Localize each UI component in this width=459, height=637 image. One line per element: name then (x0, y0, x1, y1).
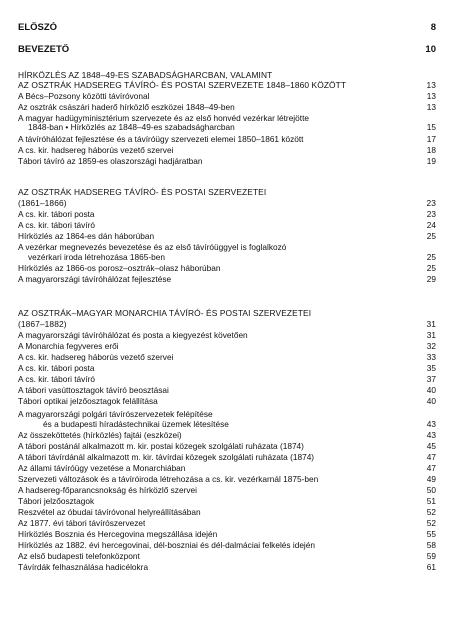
entry-title: A cs. kir. hadsereg háborús vezető szervei (18, 146, 174, 155)
entry-page: 35 (426, 363, 436, 373)
entry-title: Tábori távíró az 1859-es olaszországi hadjáratban (18, 157, 203, 166)
entry-page: 51 (426, 496, 436, 506)
section-heading (18, 198, 436, 208)
entry-title: A magyarországi távíróhálózat fejlesztése (18, 275, 172, 284)
entry-title: Szervezeti változások és a távíróiroda létrehozása a cs. kir. vezérkarnál 1875-ben (18, 475, 319, 484)
entry-page: 23 (426, 209, 436, 219)
entry-title: A távíróhálózat fejlesztése és a távíróügy szervezeti elemei 1850–1861 között (18, 135, 304, 144)
entry-title: A cs. kir. hadsereg háborús vezető szervei (18, 353, 174, 362)
entry-title: ELŐSZÓ (18, 22, 58, 33)
toc-entry (18, 497, 436, 506)
entry-page: 50 (426, 485, 436, 495)
toc-entry (18, 530, 436, 539)
toc-entry (18, 386, 436, 395)
toc-entry (18, 410, 436, 419)
entry-page: 61 (426, 562, 436, 572)
section-heading-line: AZ OSZTRÁK HADSEREG TÁVÍRÓ- ÉS POSTAI SZERVEZETE 1848–1860 KÖZÖTT (18, 80, 347, 90)
entry-page: 40 (426, 396, 436, 406)
toc-entry (18, 486, 436, 495)
section-heading (18, 187, 436, 197)
entry-title: Tábori jelzőosztagok (18, 497, 95, 506)
entry-title: Hírközlés az 1866-os porosz–osztrák–olasz háborúban (18, 264, 221, 273)
toc-entry (18, 420, 436, 429)
toc-entry (18, 342, 436, 351)
toc-entry (18, 123, 436, 132)
entry-title: Tábori optikai jelzőosztagok felállítása (18, 397, 158, 406)
entry-title: Reszvétel az óbudai távíróvonal helyreállításában (18, 508, 201, 517)
entry-title: A Bécs–Pozsony közötti távíróvonal (18, 92, 150, 101)
entry-title: A hadsereg-főparancsnokság és hírközlő szervei (18, 486, 197, 495)
entry-title: A cs. kir. tábori posta (18, 210, 95, 219)
entry-page: 58 (426, 540, 436, 550)
entry-page: 32 (426, 341, 436, 351)
entry-title: A magyar hadügyminisztérium szervezete és az első honvéd vezérkar létrejötte (18, 114, 309, 123)
entry-page: 43 (426, 430, 436, 440)
entry-title: Hírközlés az 1882. évi hercegovinai, dél-boszniai és dél-dalmáciai felkelés idején (18, 541, 316, 550)
entry-title: Az 1877. évi tábori távírószervezet (18, 519, 146, 528)
entry-page: 17 (426, 134, 436, 144)
entry-title: A Monarchia fegyveres erői (18, 342, 119, 351)
entry-title: A tábori vasúttosztagok távíró beosztásai (18, 386, 169, 395)
toc-entry (18, 243, 436, 252)
entry-title: A cs. kir. tábori távíró (18, 221, 96, 230)
entry-page: 55 (426, 529, 436, 539)
toc-entry (18, 453, 436, 462)
section-heading-line: AZ OSZTRÁK–MAGYAR MONARCHIA TÁVÍRÓ- ÉS POSTAI SZERVEZETEI (18, 308, 312, 318)
toc-entry (18, 442, 436, 451)
entry-page: 29 (426, 274, 436, 284)
entry-title: A tábori postánál alkalmazott m. kir. postai közegek szolgálati ruházata (1874) (18, 442, 304, 451)
entry-title: Az összeköttetés (hírközlés) fajtái (eszközei) (18, 431, 182, 440)
section-heading-line: AZ OSZTRÁK HADSEREG TÁVÍRÓ- ÉS POSTAI SZERVEZETEI (18, 187, 267, 197)
entry-page: 13 (426, 102, 436, 112)
entry-page: 19 (426, 156, 436, 166)
toc-entry (18, 275, 436, 284)
toc-entry (18, 114, 436, 123)
section-heading-line: HÍRKÖZLÉS AZ 1848–49-ES SZABADSÁGHARCBAN, VALAMINT (18, 70, 273, 80)
entry-title: A vezérkar megnevezés bevezetése és az első távíróüggyel is foglalkozó (18, 243, 287, 252)
toc-entry (18, 375, 436, 384)
entry-title: A tábori távírdánál alkalmazott m. kir. távírdai közegek szolgálati ruházata (1874) (18, 453, 315, 462)
toc-entry (18, 92, 436, 101)
section-heading-line: (1867–1882) (18, 319, 67, 329)
entry-page: 33 (426, 352, 436, 362)
entry-title: A cs. kir. tábori posta (18, 364, 95, 373)
entry-page: 24 (426, 220, 436, 230)
entry-title: 1848-ban • Hírközlés az 1848–49-es szabadságharcban (28, 123, 235, 132)
toc-entry (18, 253, 436, 262)
toc-entry (18, 552, 436, 561)
entry-title: A magyarországi távíróhálózat és posta a kiegyezést követően (18, 331, 248, 340)
entry-page: 43 (426, 419, 436, 429)
toc-entry (18, 475, 436, 484)
entry-page: 37 (426, 374, 436, 384)
entry-page: 52 (426, 507, 436, 517)
section-page: 31 (426, 319, 436, 329)
entry-title: A cs. kir. tábori távíró (18, 375, 96, 384)
toc-entry (18, 397, 436, 406)
toc-entry (18, 210, 436, 219)
entry-title: Az első budapesti telefonközpont (18, 552, 140, 561)
toc-entry (18, 264, 436, 273)
entry-page: 45 (426, 441, 436, 451)
entry-page: 59 (426, 551, 436, 561)
section-heading-line: (1861–1866) (18, 198, 67, 208)
entry-title: Hírközlés Bosznia és Hercegovina megszállása idején (18, 530, 218, 539)
toc-entry (18, 157, 436, 166)
entry-title: Az állami távíróügy vezetése a Monarchiában (18, 464, 186, 473)
entry-title: BEVEZETŐ (18, 44, 70, 55)
toc-entry (18, 103, 436, 112)
toc-entry (18, 353, 436, 362)
entry-page: 40 (426, 385, 436, 395)
toc-entry-bevezeto (18, 44, 436, 55)
entry-title: Távírdák felhasználása hadicélokra (18, 563, 149, 572)
toc-entry (18, 221, 436, 230)
entry-page: 18 (426, 145, 436, 155)
entry-page: 15 (426, 122, 436, 132)
toc-entry (18, 364, 436, 373)
entry-page: 8 (430, 22, 436, 33)
section-heading (18, 308, 436, 318)
entry-page: 13 (426, 91, 436, 101)
entry-title: Hírközlés az 1864-es dán háborúban (18, 232, 155, 241)
entry-page: 49 (426, 474, 436, 484)
entry-page: 25 (426, 263, 436, 273)
entry-page: 47 (426, 463, 436, 473)
section-page: 13 (426, 80, 436, 90)
entry-page: 52 (426, 518, 436, 528)
entry-title: A magyarországi polgári távírószervezetek felépítése (18, 410, 213, 419)
toc-entry-eloszo (18, 22, 436, 33)
section-heading (18, 319, 436, 329)
entry-title: vezérkari iroda létrehozása 1865-ben (28, 253, 165, 262)
entry-title: és a budapesti híradástechnikai üzemek létesítése (43, 420, 229, 429)
entry-page: 25 (426, 231, 436, 241)
section-heading (18, 80, 436, 90)
toc-entry (18, 464, 436, 473)
entry-page: 31 (426, 330, 436, 340)
toc-entry (18, 146, 436, 155)
toc-entry (18, 563, 436, 572)
toc-entry (18, 541, 436, 550)
entry-page: 25 (426, 252, 436, 262)
section-heading (18, 70, 436, 80)
toc-entry (18, 431, 436, 440)
entry-title: Az osztrák császári haderő hírközlő eszközei 1848–49-ben (18, 103, 235, 112)
toc-entry (18, 331, 436, 340)
entry-page: 10 (425, 44, 436, 55)
toc-entry (18, 232, 436, 241)
toc-entry (18, 519, 436, 528)
section-page: 23 (426, 198, 436, 208)
toc-entry (18, 508, 436, 517)
entry-page: 47 (426, 452, 436, 462)
toc-entry (18, 135, 436, 144)
